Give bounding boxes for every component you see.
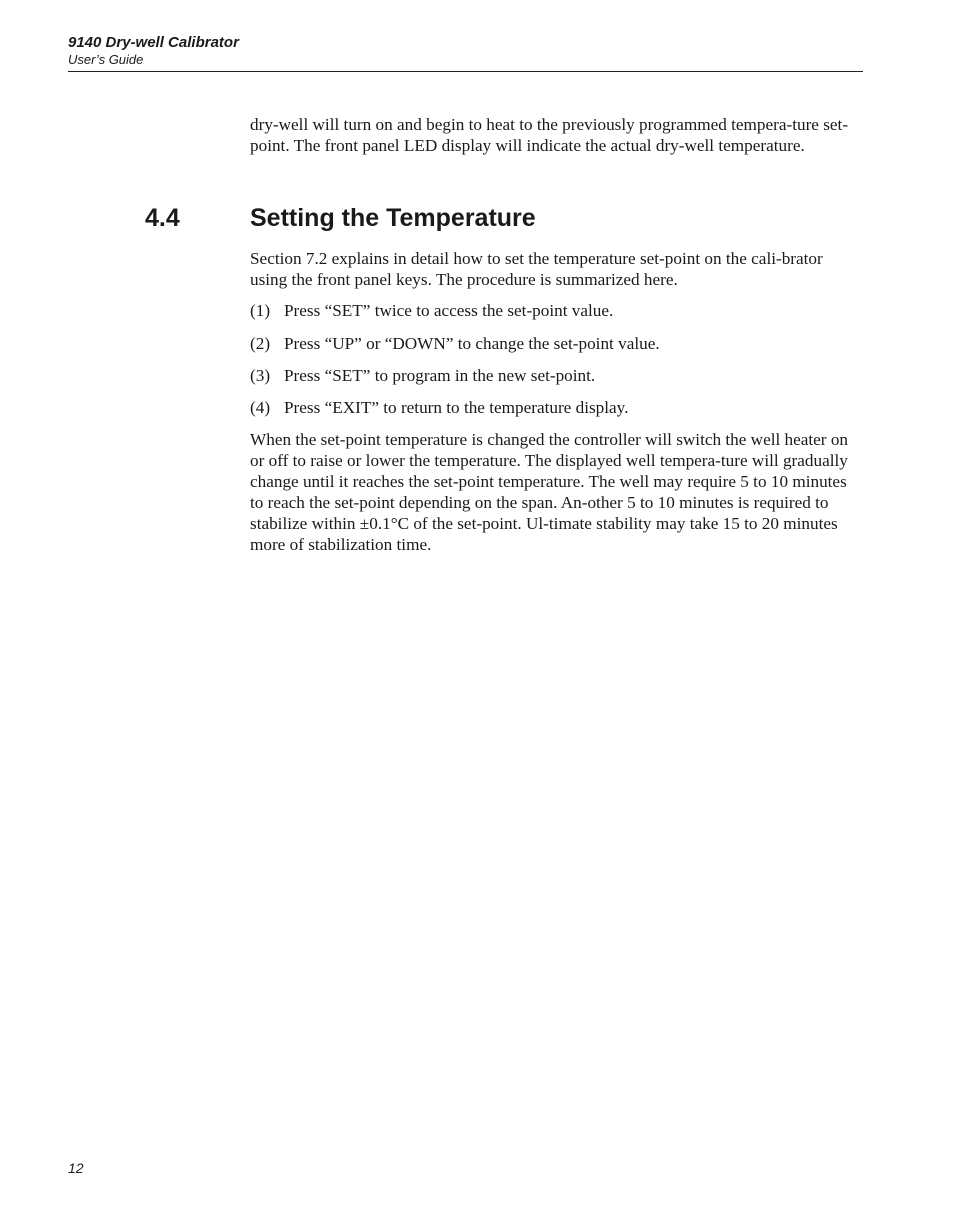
step-item <box>250 397 862 418</box>
step-item <box>250 365 862 386</box>
step-text: Press “UP” or “DOWN” to change the set-point value. <box>284 334 660 353</box>
step-text: Press “SET” twice to access the set-point value. <box>284 301 614 320</box>
step-item <box>250 333 862 354</box>
step-text: Press “SET” to program in the new set-point. <box>284 366 596 385</box>
step-number: (2) <box>250 334 271 353</box>
step-number: (3) <box>250 366 271 385</box>
section-number: 4.4 <box>145 204 180 232</box>
document-title: 9140 Dry-well Calibrator <box>68 34 239 51</box>
section-paragraph: Section 7.2 explains in detail how to set the temperature set-point on the cali-brator using the front panel keys. The procedure is summarized here. <box>250 249 823 289</box>
step-item <box>250 300 862 321</box>
step-number: (4) <box>250 398 271 417</box>
final-paragraph: When the set-point temperature is changed the controller will switch the well heater on or off to raise or lower the temperature. The displayed well tempera-ture will gradually change until it reaches the set-point temperature. The well may require 5 to 10 minutes to reach the set-point depending on the span. An-other 5 to 10 minutes is required to stabilize within ±0.1°C of the set-point. Ul-timate stability may take 15 to 20 minutes more of stabilization time. <box>250 430 849 554</box>
section-title: Setting the Temperature <box>250 204 536 232</box>
step-number: (1) <box>250 301 271 320</box>
intro-paragraph: dry-well will turn on and begin to heat to the previously programmed tempera-ture set-point. The front panel LED display will indicate the actual dry-well temperature. <box>250 115 849 155</box>
step-text: Press “EXIT” to return to the temperature display. <box>284 398 629 417</box>
page-header <box>68 34 863 72</box>
page-number: 12 <box>68 1160 84 1176</box>
document-subtitle: User’s Guide <box>68 52 144 67</box>
